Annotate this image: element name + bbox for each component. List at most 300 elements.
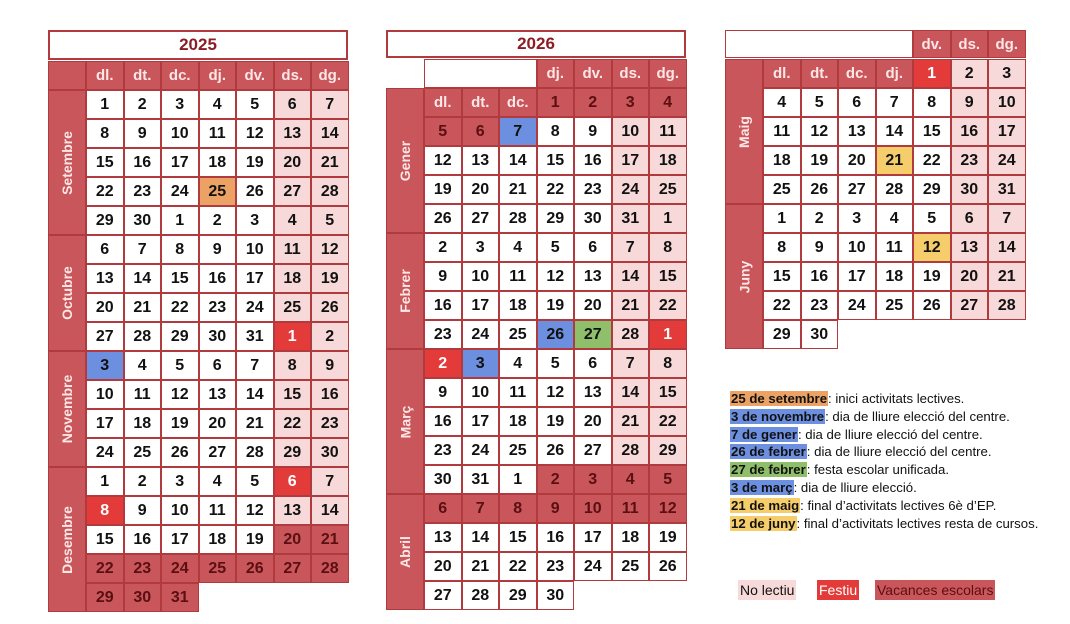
day-cell[interactable]: 26 [801, 175, 839, 204]
day-cell[interactable]: 3 [86, 351, 124, 380]
day-cell[interactable]: 24 [612, 175, 650, 204]
day-cell[interactable]: 28 [462, 581, 500, 610]
day-cell[interactable]: 8 [763, 233, 801, 262]
day-cell[interactable]: 28 [236, 438, 274, 467]
day-cell[interactable]: 1 [161, 206, 199, 235]
day-cell[interactable]: 26 [537, 320, 575, 349]
day-cell[interactable]: 26 [161, 438, 199, 467]
day-cell[interactable]: 7 [311, 467, 349, 496]
day-cell[interactable]: 12 [801, 117, 839, 146]
day-cell[interactable]: 26 [537, 436, 575, 465]
day-cell[interactable]: 25 [199, 554, 237, 583]
day-cell[interactable]: 16 [199, 264, 237, 293]
day-cell[interactable]: 8 [913, 88, 951, 117]
day-cell[interactable]: 3 [574, 465, 612, 494]
day-cell[interactable]: 12 [236, 496, 274, 525]
day-cell[interactable]: 13 [274, 496, 312, 525]
day-cell[interactable]: 3 [236, 206, 274, 235]
day-cell[interactable]: 6 [838, 88, 876, 117]
day-cell[interactable]: 2 [537, 465, 575, 494]
day-cell[interactable]: 15 [649, 262, 687, 291]
day-cell[interactable]: 10 [236, 235, 274, 264]
day-cell[interactable]: 13 [951, 233, 989, 262]
day-cell[interactable]: 17 [574, 523, 612, 552]
day-cell[interactable]: 22 [86, 177, 124, 206]
day-cell[interactable]: 4 [763, 88, 801, 117]
day-cell[interactable]: 30 [801, 320, 839, 349]
day-cell[interactable]: 8 [499, 494, 537, 523]
day-cell[interactable]: 10 [838, 233, 876, 262]
day-cell[interactable]: 3 [161, 90, 199, 119]
day-cell[interactable]: 19 [161, 409, 199, 438]
day-cell[interactable]: 13 [424, 523, 462, 552]
day-cell[interactable]: 27 [86, 322, 124, 351]
day-cell[interactable]: 5 [801, 88, 839, 117]
day-cell[interactable]: 24 [462, 320, 500, 349]
day-cell[interactable]: 22 [537, 175, 575, 204]
day-cell[interactable]: 11 [124, 380, 162, 409]
day-cell[interactable]: 8 [161, 235, 199, 264]
day-cell[interactable]: 7 [612, 349, 650, 378]
day-cell[interactable]: 29 [86, 583, 124, 612]
day-cell[interactable]: 16 [801, 262, 839, 291]
day-cell[interactable]: 5 [424, 117, 462, 146]
day-cell[interactable]: 5 [913, 204, 951, 233]
day-cell[interactable]: 11 [499, 378, 537, 407]
day-cell[interactable]: 22 [274, 409, 312, 438]
day-cell[interactable]: 1 [649, 204, 687, 233]
day-cell[interactable]: 14 [988, 233, 1026, 262]
day-cell[interactable]: 18 [199, 525, 237, 554]
day-cell[interactable]: 23 [124, 177, 162, 206]
day-cell[interactable]: 4 [199, 90, 237, 119]
day-cell[interactable]: 13 [199, 380, 237, 409]
day-cell[interactable]: 4 [199, 467, 237, 496]
day-cell[interactable]: 18 [499, 407, 537, 436]
day-cell[interactable]: 27 [424, 581, 462, 610]
day-cell[interactable]: 13 [462, 146, 500, 175]
day-cell[interactable]: 30 [199, 322, 237, 351]
day-cell[interactable]: 7 [612, 233, 650, 262]
day-cell[interactable]: 29 [274, 438, 312, 467]
day-cell[interactable]: 31 [161, 583, 199, 612]
day-cell[interactable]: 31 [462, 465, 500, 494]
day-cell[interactable]: 1 [274, 322, 312, 351]
day-cell[interactable]: 3 [161, 467, 199, 496]
day-cell[interactable]: 26 [913, 291, 951, 320]
day-cell[interactable]: 17 [236, 264, 274, 293]
day-cell[interactable]: 5 [236, 90, 274, 119]
day-cell[interactable]: 20 [424, 552, 462, 581]
day-cell[interactable]: 19 [236, 525, 274, 554]
day-cell[interactable]: 21 [988, 262, 1026, 291]
day-cell[interactable]: 7 [499, 117, 537, 146]
day-cell[interactable]: 9 [199, 235, 237, 264]
day-cell[interactable]: 19 [537, 407, 575, 436]
day-cell[interactable]: 29 [763, 320, 801, 349]
day-cell[interactable]: 23 [424, 436, 462, 465]
day-cell[interactable]: 2 [801, 204, 839, 233]
day-cell[interactable]: 9 [424, 262, 462, 291]
day-cell[interactable]: 18 [124, 409, 162, 438]
day-cell[interactable]: 1 [763, 204, 801, 233]
day-cell[interactable]: 27 [574, 320, 612, 349]
day-cell[interactable]: 23 [951, 146, 989, 175]
day-cell[interactable]: 11 [499, 262, 537, 291]
day-cell[interactable]: 14 [311, 119, 349, 148]
day-cell[interactable]: 11 [274, 235, 312, 264]
day-cell[interactable]: 19 [913, 262, 951, 291]
day-cell[interactable]: 3 [462, 349, 500, 378]
day-cell[interactable]: 31 [236, 322, 274, 351]
day-cell[interactable]: 14 [499, 146, 537, 175]
day-cell[interactable]: 2 [124, 90, 162, 119]
day-cell[interactable]: 6 [951, 204, 989, 233]
day-cell[interactable]: 24 [161, 177, 199, 206]
day-cell[interactable]: 22 [649, 407, 687, 436]
day-cell[interactable]: 28 [124, 322, 162, 351]
day-cell[interactable]: 18 [763, 146, 801, 175]
day-cell[interactable]: 10 [988, 88, 1026, 117]
day-cell[interactable]: 27 [951, 291, 989, 320]
day-cell[interactable]: 5 [311, 206, 349, 235]
day-cell[interactable]: 14 [612, 262, 650, 291]
day-cell[interactable]: 20 [274, 525, 312, 554]
day-cell[interactable]: 1 [913, 59, 951, 88]
day-cell[interactable]: 24 [86, 438, 124, 467]
day-cell[interactable]: 8 [537, 117, 575, 146]
day-cell[interactable]: 25 [612, 552, 650, 581]
day-cell[interactable]: 23 [199, 293, 237, 322]
day-cell[interactable]: 17 [988, 117, 1026, 146]
day-cell[interactable]: 12 [424, 146, 462, 175]
day-cell[interactable]: 27 [574, 436, 612, 465]
day-cell[interactable]: 6 [424, 494, 462, 523]
day-cell[interactable]: 21 [612, 407, 650, 436]
day-cell[interactable]: 27 [199, 438, 237, 467]
day-cell[interactable]: 1 [86, 90, 124, 119]
day-cell[interactable]: 24 [838, 291, 876, 320]
day-cell[interactable]: 8 [649, 349, 687, 378]
day-cell[interactable]: 9 [801, 233, 839, 262]
day-cell[interactable]: 27 [838, 175, 876, 204]
day-cell[interactable]: 8 [649, 233, 687, 262]
day-cell[interactable]: 30 [574, 204, 612, 233]
day-cell[interactable]: 2 [124, 467, 162, 496]
day-cell[interactable]: 29 [649, 436, 687, 465]
day-cell[interactable]: 21 [311, 148, 349, 177]
day-cell[interactable]: 21 [499, 175, 537, 204]
day-cell[interactable]: 28 [876, 175, 914, 204]
day-cell[interactable]: 27 [274, 177, 312, 206]
day-cell[interactable]: 11 [763, 117, 801, 146]
day-cell[interactable]: 25 [499, 320, 537, 349]
day-cell[interactable]: 13 [574, 378, 612, 407]
day-cell[interactable]: 16 [537, 523, 575, 552]
day-cell[interactable]: 13 [274, 119, 312, 148]
day-cell[interactable]: 14 [462, 523, 500, 552]
day-cell[interactable]: 21 [462, 552, 500, 581]
day-cell[interactable]: 17 [462, 407, 500, 436]
day-cell[interactable]: 17 [612, 146, 650, 175]
day-cell[interactable]: 20 [86, 293, 124, 322]
day-cell[interactable]: 15 [86, 148, 124, 177]
day-cell[interactable]: 28 [612, 436, 650, 465]
day-cell[interactable]: 8 [86, 119, 124, 148]
day-cell[interactable]: 10 [462, 378, 500, 407]
day-cell[interactable]: 23 [537, 552, 575, 581]
day-cell[interactable]: 9 [951, 88, 989, 117]
day-cell[interactable]: 9 [311, 351, 349, 380]
day-cell[interactable]: 4 [649, 88, 687, 117]
day-cell[interactable]: 20 [462, 175, 500, 204]
day-cell[interactable]: 3 [612, 88, 650, 117]
day-cell[interactable]: 26 [424, 204, 462, 233]
day-cell[interactable]: 10 [161, 119, 199, 148]
day-cell[interactable]: 6 [462, 117, 500, 146]
day-cell[interactable]: 10 [612, 117, 650, 146]
day-cell[interactable]: 21 [612, 291, 650, 320]
day-cell[interactable]: 17 [838, 262, 876, 291]
day-cell[interactable]: 20 [199, 409, 237, 438]
day-cell[interactable]: 21 [236, 409, 274, 438]
day-cell[interactable]: 10 [86, 380, 124, 409]
day-cell[interactable]: 29 [161, 322, 199, 351]
day-cell[interactable]: 19 [801, 146, 839, 175]
day-cell[interactable]: 30 [311, 438, 349, 467]
day-cell[interactable]: 16 [424, 407, 462, 436]
day-cell[interactable]: 24 [574, 552, 612, 581]
day-cell[interactable]: 20 [574, 291, 612, 320]
day-cell[interactable]: 7 [988, 204, 1026, 233]
day-cell[interactable]: 3 [462, 233, 500, 262]
day-cell[interactable]: 28 [311, 177, 349, 206]
day-cell[interactable]: 26 [649, 552, 687, 581]
day-cell[interactable]: 27 [274, 554, 312, 583]
day-cell[interactable]: 14 [876, 117, 914, 146]
day-cell[interactable]: 9 [424, 378, 462, 407]
day-cell[interactable]: 21 [876, 146, 914, 175]
day-cell[interactable]: 5 [537, 349, 575, 378]
day-cell[interactable]: 6 [274, 467, 312, 496]
day-cell[interactable]: 10 [574, 494, 612, 523]
day-cell[interactable]: 6 [574, 233, 612, 262]
day-cell[interactable]: 26 [236, 177, 274, 206]
day-cell[interactable]: 6 [574, 349, 612, 378]
day-cell[interactable]: 18 [612, 523, 650, 552]
day-cell[interactable]: 19 [537, 291, 575, 320]
day-cell[interactable]: 1 [86, 467, 124, 496]
day-cell[interactable]: 18 [499, 291, 537, 320]
day-cell[interactable]: 15 [537, 146, 575, 175]
day-cell[interactable]: 19 [236, 148, 274, 177]
day-cell[interactable]: 5 [236, 467, 274, 496]
day-cell[interactable]: 25 [649, 175, 687, 204]
day-cell[interactable]: 1 [537, 88, 575, 117]
day-cell[interactable]: 7 [124, 235, 162, 264]
day-cell[interactable]: 30 [424, 465, 462, 494]
day-cell[interactable]: 18 [274, 264, 312, 293]
day-cell[interactable]: 5 [161, 351, 199, 380]
day-cell[interactable]: 4 [499, 233, 537, 262]
day-cell[interactable]: 16 [124, 525, 162, 554]
day-cell[interactable]: 20 [951, 262, 989, 291]
day-cell[interactable]: 18 [876, 262, 914, 291]
day-cell[interactable]: 16 [574, 146, 612, 175]
day-cell[interactable]: 15 [274, 380, 312, 409]
day-cell[interactable]: 21 [124, 293, 162, 322]
day-cell[interactable]: 21 [311, 525, 349, 554]
day-cell[interactable]: 6 [274, 90, 312, 119]
day-cell[interactable]: 20 [574, 407, 612, 436]
day-cell[interactable]: 23 [424, 320, 462, 349]
day-cell[interactable]: 6 [199, 351, 237, 380]
day-cell[interactable]: 5 [537, 233, 575, 262]
day-cell[interactable]: 28 [612, 320, 650, 349]
day-cell[interactable]: 25 [199, 177, 237, 206]
day-cell[interactable]: 4 [124, 351, 162, 380]
day-cell[interactable]: 19 [649, 523, 687, 552]
day-cell[interactable]: 12 [537, 262, 575, 291]
day-cell[interactable]: 23 [311, 409, 349, 438]
day-cell[interactable]: 4 [612, 465, 650, 494]
day-cell[interactable]: 12 [161, 380, 199, 409]
day-cell[interactable]: 24 [462, 436, 500, 465]
day-cell[interactable]: 12 [537, 378, 575, 407]
day-cell[interactable]: 22 [763, 291, 801, 320]
day-cell[interactable]: 18 [649, 146, 687, 175]
day-cell[interactable]: 30 [124, 583, 162, 612]
day-cell[interactable]: 9 [124, 496, 162, 525]
day-cell[interactable]: 16 [951, 117, 989, 146]
day-cell[interactable]: 16 [124, 148, 162, 177]
day-cell[interactable]: 17 [86, 409, 124, 438]
day-cell[interactable]: 17 [161, 148, 199, 177]
day-cell[interactable]: 3 [988, 59, 1026, 88]
day-cell[interactable]: 7 [311, 90, 349, 119]
day-cell[interactable]: 25 [876, 291, 914, 320]
day-cell[interactable]: 25 [499, 436, 537, 465]
day-cell[interactable]: 2 [311, 322, 349, 351]
day-cell[interactable]: 23 [801, 291, 839, 320]
day-cell[interactable]: 4 [274, 206, 312, 235]
day-cell[interactable]: 14 [124, 264, 162, 293]
day-cell[interactable]: 2 [424, 233, 462, 262]
day-cell[interactable]: 22 [86, 554, 124, 583]
day-cell[interactable]: 11 [649, 117, 687, 146]
day-cell[interactable]: 15 [499, 523, 537, 552]
day-cell[interactable]: 16 [424, 291, 462, 320]
day-cell[interactable]: 13 [838, 117, 876, 146]
day-cell[interactable]: 28 [988, 291, 1026, 320]
day-cell[interactable]: 20 [274, 148, 312, 177]
day-cell[interactable]: 30 [124, 206, 162, 235]
day-cell[interactable]: 4 [876, 204, 914, 233]
day-cell[interactable]: 15 [161, 264, 199, 293]
day-cell[interactable]: 10 [462, 262, 500, 291]
day-cell[interactable]: 16 [311, 380, 349, 409]
day-cell[interactable]: 15 [649, 378, 687, 407]
day-cell[interactable]: 2 [424, 349, 462, 378]
day-cell[interactable]: 22 [649, 291, 687, 320]
day-cell[interactable]: 7 [462, 494, 500, 523]
day-cell[interactable]: 27 [462, 204, 500, 233]
day-cell[interactable]: 20 [838, 146, 876, 175]
day-cell[interactable]: 7 [236, 351, 274, 380]
day-cell[interactable]: 17 [161, 525, 199, 554]
day-cell[interactable]: 25 [124, 438, 162, 467]
day-cell[interactable]: 24 [161, 554, 199, 583]
day-cell[interactable]: 22 [161, 293, 199, 322]
day-cell[interactable]: 9 [537, 494, 575, 523]
day-cell[interactable]: 2 [199, 206, 237, 235]
day-cell[interactable]: 31 [612, 204, 650, 233]
day-cell[interactable]: 2 [951, 59, 989, 88]
day-cell[interactable]: 1 [499, 465, 537, 494]
day-cell[interactable]: 11 [612, 494, 650, 523]
day-cell[interactable]: 26 [236, 554, 274, 583]
day-cell[interactable]: 2 [574, 88, 612, 117]
day-cell[interactable]: 11 [199, 496, 237, 525]
day-cell[interactable]: 19 [424, 175, 462, 204]
day-cell[interactable]: 30 [951, 175, 989, 204]
day-cell[interactable]: 29 [537, 204, 575, 233]
day-cell[interactable]: 28 [311, 554, 349, 583]
day-cell[interactable]: 13 [86, 264, 124, 293]
day-cell[interactable]: 15 [86, 525, 124, 554]
day-cell[interactable]: 1 [649, 320, 687, 349]
day-cell[interactable]: 22 [499, 552, 537, 581]
day-cell[interactable]: 11 [199, 119, 237, 148]
day-cell[interactable]: 29 [913, 175, 951, 204]
day-cell[interactable]: 4 [499, 349, 537, 378]
day-cell[interactable]: 10 [161, 496, 199, 525]
day-cell[interactable]: 12 [913, 233, 951, 262]
day-cell[interactable]: 14 [311, 496, 349, 525]
day-cell[interactable]: 24 [988, 146, 1026, 175]
day-cell[interactable]: 23 [574, 175, 612, 204]
day-cell[interactable]: 8 [86, 496, 124, 525]
day-cell[interactable]: 25 [763, 175, 801, 204]
day-cell[interactable]: 9 [574, 117, 612, 146]
day-cell[interactable]: 15 [763, 262, 801, 291]
day-cell[interactable]: 22 [913, 146, 951, 175]
day-cell[interactable]: 12 [649, 494, 687, 523]
day-cell[interactable]: 3 [838, 204, 876, 233]
day-cell[interactable]: 31 [988, 175, 1026, 204]
day-cell[interactable]: 11 [876, 233, 914, 262]
day-cell[interactable]: 8 [274, 351, 312, 380]
day-cell[interactable]: 29 [86, 206, 124, 235]
day-cell[interactable]: 23 [124, 554, 162, 583]
day-cell[interactable]: 14 [612, 378, 650, 407]
day-cell[interactable]: 17 [462, 291, 500, 320]
day-cell[interactable]: 24 [236, 293, 274, 322]
day-cell[interactable]: 6 [86, 235, 124, 264]
day-cell[interactable]: 28 [499, 204, 537, 233]
day-cell[interactable]: 5 [649, 465, 687, 494]
day-cell[interactable]: 19 [311, 264, 349, 293]
day-cell[interactable]: 18 [199, 148, 237, 177]
day-cell[interactable]: 13 [574, 262, 612, 291]
day-cell[interactable]: 26 [311, 293, 349, 322]
day-cell[interactable]: 29 [499, 581, 537, 610]
day-cell[interactable]: 9 [124, 119, 162, 148]
day-cell[interactable]: 12 [311, 235, 349, 264]
day-cell[interactable]: 7 [876, 88, 914, 117]
day-cell[interactable]: 15 [913, 117, 951, 146]
day-cell[interactable]: 12 [236, 119, 274, 148]
